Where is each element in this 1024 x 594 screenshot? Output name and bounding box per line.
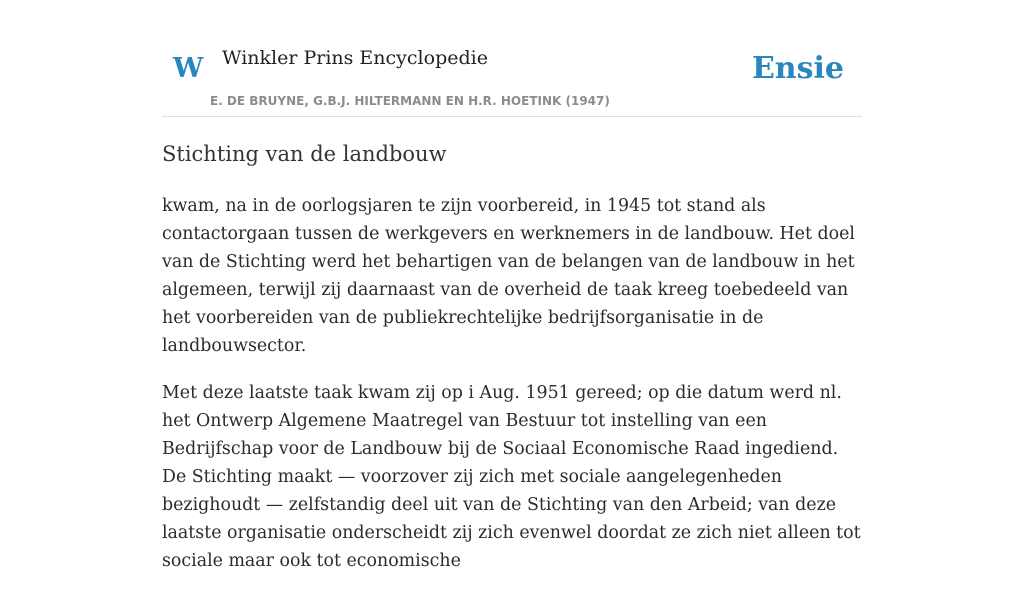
authors-line: E. DE BRUYNE, G.B.J. HILTERMANN EN H.R. HOETINK (1947): [210, 94, 610, 108]
article-body: [162, 192, 862, 594]
article-title: Stichting van de landbouw: [162, 142, 447, 166]
site-title[interactable]: Winkler Prins Encyclopedie: [222, 47, 488, 69]
site-header: [162, 0, 862, 117]
winkler-prins-logo[interactable]: W: [173, 53, 204, 84]
article-paragraph: Met deze laatste taak kwam zij op i Aug. 1951 gereed; op die datum werd nl. het Ontwerp Algemene Maatregel van Bestuur tot instelling van een Bedrijfschap voor de Landbouw bij de Sociaal Economische Raad ingediend. De Stichting maakt — voorzover zij zich met sociale aangelegenheden bezighoudt — zelfstandig deel uit van de Stichting van den Arbeid; van deze laatste organisatie onderscheidt zij zich evenwel doordat ze zich niet alleen tot sociale maar ook tot economische: [162, 383, 861, 571]
article-paragraph: kwam, na in de oorlogsjaren te zijn voorbereid, in 1945 tot stand als contactorgaan tussen de werkgevers en werknemers in de landbouw. Het doel van de Stichting werd het behartigen van de belangen van de landbouw in het algemeen, terwijl zij daarnaast van de overheid de taak kreeg toebedeeld van het voorbereiden van de publiekrechtelijke bedrijfsorganisatie in de landbouwsector.: [162, 196, 855, 356]
ensie-brand-logo[interactable]: Ensie: [751, 51, 844, 86]
